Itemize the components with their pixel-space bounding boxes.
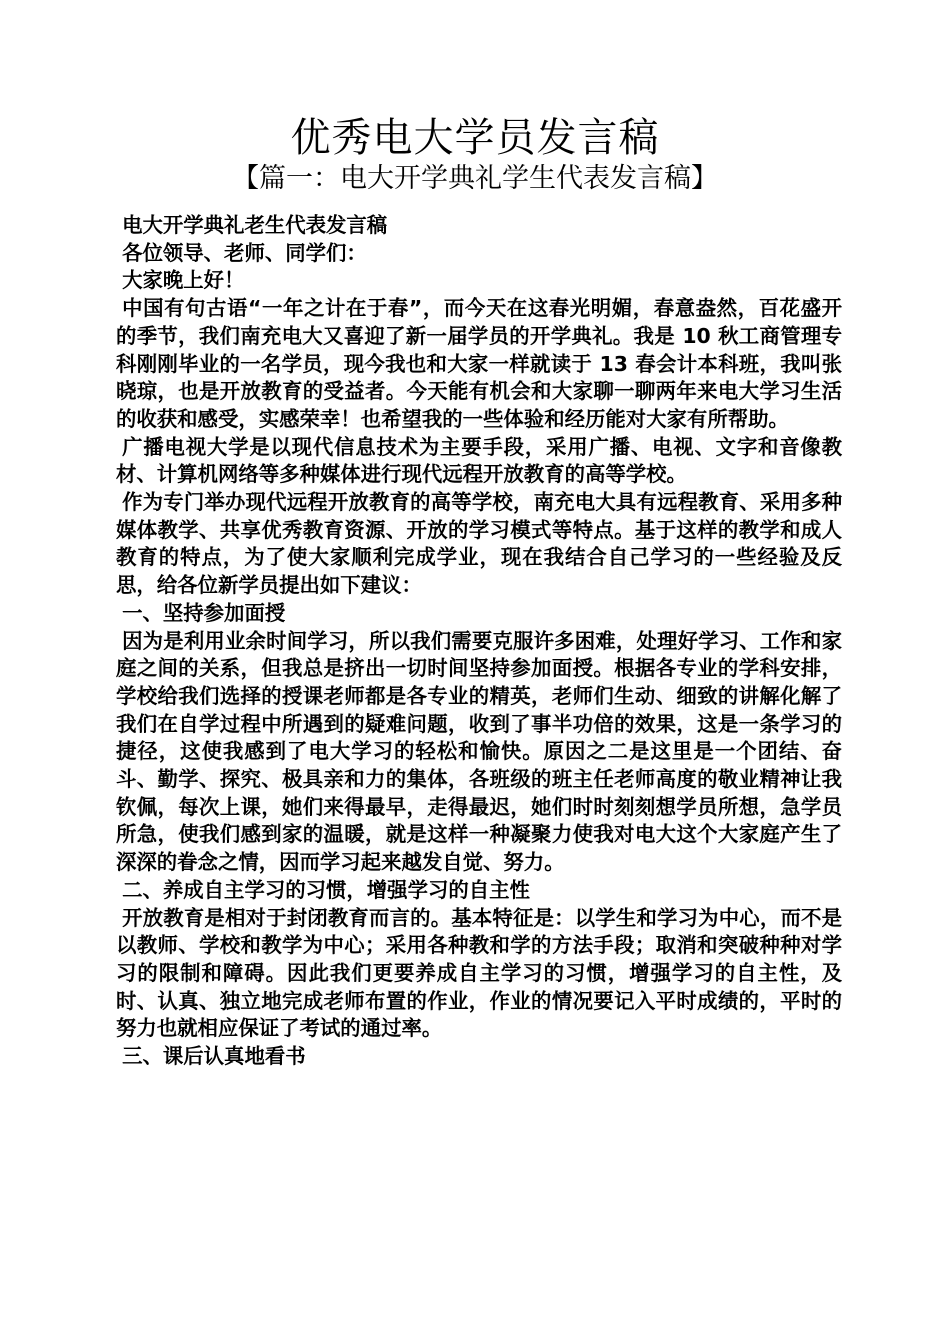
- document-body: [116, 212, 842, 1071]
- speech-heading: 电大开学典礼老生代表发言稿: [122, 213, 388, 237]
- paragraph-section-1: 因为是利用业余时间学习，所以我们需要克服许多困难，处理好学习、工作和家庭之间的关系，但我总是挤出一切时间坚持参加面授。根据各专业的学科安排，学校给我们选择的授课老师都是各专业的精英，老师们生动、细致的讲解化解了我们在自学过程中所遇到的疑难问题，收到了事半功倍的效果，这是一条学习的捷径，这使我感到了电大学习的轻松和愉快。原因之二是这里是一个团结、奋斗、勤学、探究、极具亲和力的集体，各班级的班主任老师高度的敬业精神让我钦佩，每次上课，她们来得最早，走得最迟，她们时时刻刻想学员所想，急学员所急，使我们感到家的温暖，就是这样一种凝聚力使我对电大这个大家庭产生了深深的眷念之情，因而学习起来越发自觉、努力。: [116, 628, 842, 875]
- salutation: 各位领导、老师、同学们：: [122, 240, 367, 265]
- section-heading-2: 二、养成自主学习的习惯，增强学习的自主性: [122, 877, 530, 902]
- paragraph-university-definition: 广播电视大学是以现代信息技术为主要手段，采用广播、电视、文字和音像教材、计算机网络等多种媒体进行现代远程开放教育的高等学校。: [116, 434, 842, 487]
- section-heading-1: 一、坚持参加面授: [122, 600, 286, 625]
- paragraph-features: 作为专门举办现代远程开放教育的高等学校，南充电大具有远程教育、采用多种媒体教学、共享优秀教育资源、开放的学习模式等特点。基于这样的教学和成人教育的特点，为了使大家顺利完成学业，现在我结合自己学习的一些经验及反思，给各位新学员提出如下建议：: [116, 490, 842, 598]
- paragraph-introduction: 中国有句古语“一年之计在于春”，而今天在这春光明媚，春意盎然，百花盛开的季节，我们南充电大又喜迎了新一届学员的开学典礼。我是 10 秋工商管理专科刚刚毕业的一名学员，现今我也和大家一样就读于 13 春会计本科班，我叫张晓琼，也是开放教育的受益者。今天能有机会和大家聊一聊两年来电大学习生活的收获和感受，实感荣幸！也希望我的一些体验和经历能对大家有所帮助。: [116, 296, 842, 431]
- document-title: 优秀电大学员发言稿: [290, 115, 660, 161]
- paragraph-section-2: 开放教育是相对于封闭教育而言的。基本特征是：以学生和学习为中心，而不是以教师、学校和教学为中心；采用各种教和学的方法手段；取消和突破种种对学习的限制和障碍。因此我们更要养成自主学习的习惯，增强学习的自主性，及时、认真、独立地完成老师布置的作业，作业的情况要记入平时成绩的，平时的努力也就相应保证了考试的通过率。: [116, 905, 842, 1041]
- greeting: 大家晚上好！: [122, 268, 245, 293]
- section-heading-3: 三、课后认真地看书: [122, 1044, 306, 1069]
- document-subtitle: 【篇一：电大开学典礼学生代表发言稿】: [232, 163, 718, 194]
